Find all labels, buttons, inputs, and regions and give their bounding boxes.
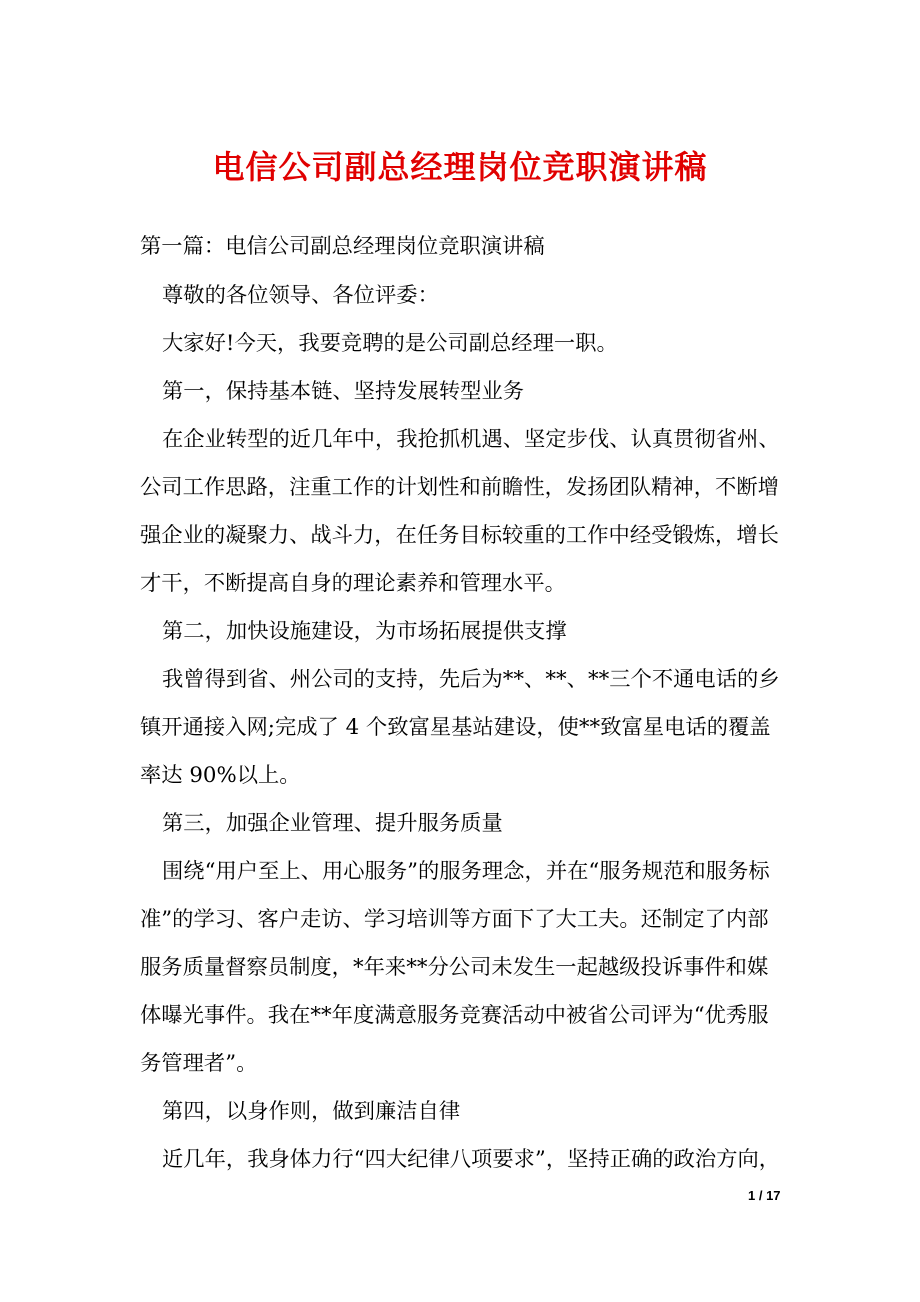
text-line: 近几年，我身体力行“四大纪律八项要求”，坚持正确的政治方向， (162, 1147, 781, 1172)
text-line: 率达 90%以上。 (140, 763, 301, 788)
text-line: 围绕“用户至上、用心服务”的服务理念，并在“服务规范和服务标 (162, 859, 770, 884)
text-line: 大家好!今天，我要竞聘的是公司副总经理一职。 (162, 331, 618, 356)
text-line: 第三，加强企业管理、提升服务质量 (162, 811, 503, 836)
text-line: 强企业的凝聚力、战斗力，在任务目标较重的工作中经受锻炼，增长 (140, 523, 779, 548)
text-line: 第二，加快设施建设，为市场拓展提供支撑 (162, 619, 567, 644)
document-title: 电信公司副总经理岗位竞职演讲稿 (212, 148, 708, 186)
text-line: 尊敬的各位领导、各位评委： (162, 283, 439, 308)
text-line: 第一，保持基本链、坚持发展转型业务 (162, 379, 525, 404)
text-line: 在企业转型的近几年中，我抢抓机遇、坚定步伐、认真贯彻省州、 (162, 427, 780, 452)
text-line: 公司工作思路，注重工作的计划性和前瞻性，发扬团队精神，不断增 (140, 475, 779, 500)
text-line: 第四，以身作则，做到廉洁自律 (162, 1099, 461, 1124)
text-line: 服务质量督察员制度，*年来**分公司未发生一起越级投诉事件和媒 (140, 955, 769, 980)
page-number: 1 / 17 (748, 1188, 781, 1203)
text-line: 我曾得到省、州公司的支持，先后为**、**、**三个不通电话的乡 (162, 667, 780, 692)
text-line: 才干，不断提高自身的理论素养和管理水平。 (140, 571, 566, 596)
text-line: 务管理者”。 (140, 1051, 258, 1076)
text-line: 镇开通接入网;完成了 4 个致富星基站建设，使**致富星电话的覆盖 (140, 715, 771, 740)
text-line: 准”的学习、客户走访、学习培训等方面下了大工夫。还制定了内部 (140, 907, 769, 932)
document-body (140, 222, 790, 1184)
text-line: 体曝光事件。我在**年度满意服务竞赛活动中被省公司评为“优秀服 (140, 1003, 769, 1028)
text-line: 第一篇：电信公司副总经理岗位竞职演讲稿 (140, 234, 545, 259)
